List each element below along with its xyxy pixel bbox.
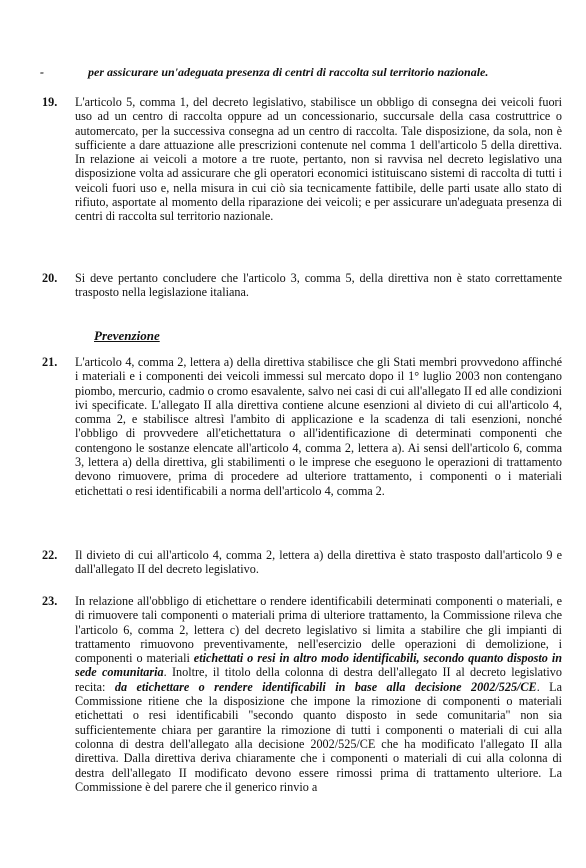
text-segment: . La Commissione ritiene che la disposizione che impone la rimozione di componenti o materiali etichettati o resi identificabili "secondo quanto disposto in sede comunitaria" non sia sufficientemente chiara per garantire la rimozione di tutti i componenti o materiali di cui alla colonna di destra dell'allegato alla decisione 2002/525/CE che ha modificato l'allegato II alla direttiva. Dalla direttiva deriva chiaramente che i componenti o materiali di cui alla colonna di destra dell'allegato II modificato devono essere rimossi prima di trattamento ulteriore. La Commissione è del parere che il generico rinvio a: [75, 679, 562, 794]
section-heading: Prevenzione: [94, 328, 160, 343]
bullet-text: per assicurare un'adeguata presenza di centri di raccolta sul territorio nazionale.: [88, 65, 489, 79]
paragraph-number: 23.: [42, 594, 58, 608]
bullet-dash: -: [40, 65, 44, 79]
paragraph-number: 20.: [42, 271, 58, 285]
italic-quote: etichettati o resi in altro modo identificabili, secondo quanto disposto in sede comunitaria: [75, 651, 563, 680]
italic-quote: da etichettare o rendere identificabili in base alla decisione 2002/525/CE: [114, 679, 537, 694]
paragraph-number: 21.: [42, 355, 58, 369]
text-segment: . Inoltre, il titolo della colonna di destra dell'allegato II al decreto legislativo recita:: [75, 665, 562, 694]
paragraph-19: [42, 95, 562, 224]
paragraph-number: 22.: [42, 548, 58, 562]
paragraph-text: [75, 594, 562, 794]
paragraph-number: 19.: [42, 95, 58, 109]
paragraph-21: [42, 355, 562, 498]
paragraph-text: L'articolo 4, comma 2, lettera a) della direttiva stabilisce che gli Stati membri provvedono affinché i materiali e i componenti dei veicoli immessi sul mercato dopo il 1° luglio 2003 non contengano piombo, mercurio, cadmio o cromo esavalente, salvo nei casi di cui all'allegato II ed alle condizioni ivi specificate. L'allegato II alla direttiva contiene alcune esenzioni al divieto di cui all'articolo 4, comma 2, e stabilisce altresì l'ambito di applicazione e la scadenza di tali esenzioni, nonché l'obbligo di provvedere all'etichettatura o all'identificazione di determinati componenti che contengono le sostanze elencate all'articolo 4, comma 2, lettera a). Ai sensi dell'articolo 6, comma 3, lettera a) della direttiva, gli stabilimenti o le imprese che eseguono le operazioni di trattamento devono rimuovere, prima di procedere ad ulteriore trattamento, i componenti o i materiali etichettati o resi identificabili a norma dell'articolo 4, comma 2.: [75, 355, 562, 498]
paragraph-23: [42, 594, 562, 794]
paragraph-22: [42, 548, 562, 577]
paragraph-text: Il divieto di cui all'articolo 4, comma 2, lettera a) della direttiva è stato trasposto dall'articolo 9 e dall'allegato II del decreto legislativo.: [75, 548, 562, 577]
paragraph-text: Si deve pertanto concludere che l'articolo 3, comma 5, della direttiva non è stato correttamente trasposto nella legislazione italiana.: [75, 271, 562, 300]
paragraph-text: L'articolo 5, comma 1, del decreto legislativo, stabilisce un obbligo di consegna dei veicoli fuori uso ad un centro di raccolta oppure ad un concessionario, succursale della casa costruttrice o automercato, per la successiva consegna ad un centro di raccolta. Tale disposizione, da sola, non è sufficiente a dare attuazione alle prescrizioni contenute nel comma 1 dell'articolo 5 della direttiva. In relazione ai veicoli a motore a tre ruote, pertanto, non si ravvisa nel decreto legislativo una disposizione volta ad assicurare che gli operatori economici istituiscano sistemi di raccolta di tutti i veicoli fuori uso e, nella misura in cui ciò sia tecnicamente fattibile, delle parti usate allo stato di rifiuto, asportate al momento della riparazione dei veicoli; e per assicurare un'adeguata presenza di centri di raccolta sul territorio nazionale.: [75, 95, 562, 224]
text-segment: In relazione all'obbligo di etichettare o rendere identificabili determinati componenti o materiali, e di rimuovere tali componenti o materiali prima di ulteriore trattamento, la Commissione rileva che l'articolo 6, comma 2, lettera c) del decreto legislativo si limita a stabilire che gli impianti di trattamento rimuovono preventivamente, nell'esercizio delle operazioni di demolizione, i componenti o materiali: [75, 594, 562, 666]
paragraph-20: [42, 271, 562, 300]
